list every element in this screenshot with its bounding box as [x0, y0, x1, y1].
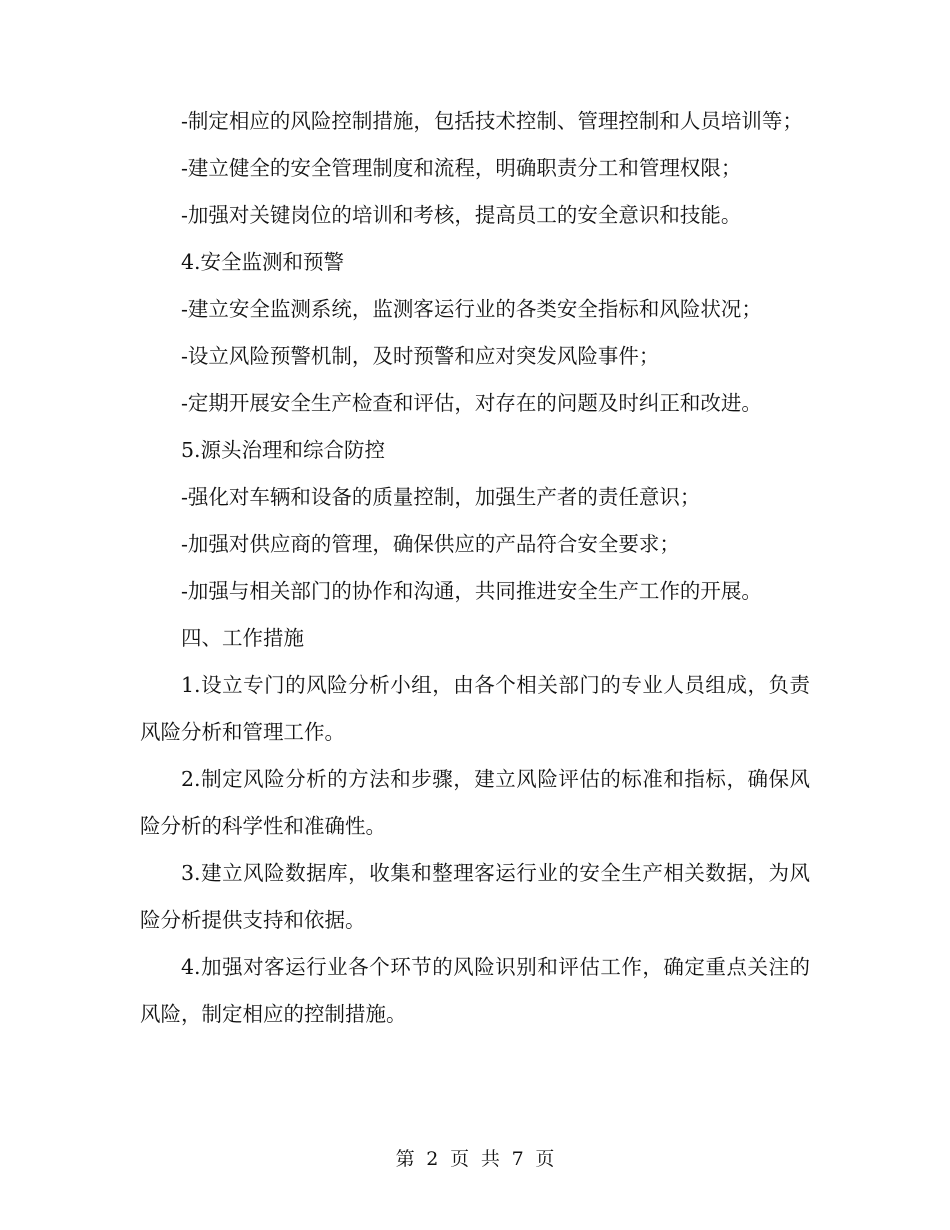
page-number-footer: 第 2 页 共 7 页	[395, 1148, 555, 1170]
measure-item-4: 4.加强对客运行业各个环节的风险识别和评估工作，确定重点关注的风险，制定相应的控制措施。	[140, 955, 810, 1026]
paragraph-10: -加强对供应商的管理，确保供应的产品符合安全要求；	[181, 532, 680, 556]
chapter-heading-work-measures: 四、工作措施	[181, 626, 304, 650]
document-body	[140, 98, 810, 1038]
measure-item-3: 3.建立风险数据库，收集和整理客运行业的安全生产相关数据，为风险分析提供支持和依据。	[140, 861, 810, 932]
measure-item-2: 2.制定风险分析的方法和步骤，建立风险评估的标准和指标，确保风险分析的科学性和准确性。	[140, 767, 810, 838]
paragraph-9: -强化对车辆和设备的质量控制，加强生产者的责任意识；	[181, 485, 701, 509]
paragraph-3: -加强对关键岗位的培训和考核，提高员工的安全意识和技能。	[181, 203, 742, 227]
paragraph-2: -建立健全的安全管理制度和流程，明确职责分工和管理权限；	[181, 156, 742, 180]
paragraph-5: -建立安全监测系统，监测客运行业的各类安全指标和风险状况；	[181, 297, 762, 321]
paragraph-11: -加强与相关部门的协作和沟通，共同推进安全生产工作的开展。	[181, 579, 762, 603]
paragraph-7: -定期开展安全生产检查和评估，对存在的问题及时纠正和改进。	[181, 391, 762, 415]
measure-item-1: 1.设立专门的风险分析小组，由各个相关部门的专业人员组成，负责风险分析和管理工作。	[140, 673, 810, 744]
paragraph-1: -制定相应的风险控制措施，包括技术控制、管理控制和人员培训等；	[181, 109, 803, 133]
section-heading-5: 5.源头治理和综合防控	[181, 438, 386, 462]
paragraph-6: -设立风险预警机制，及时预警和应对突发风险事件；	[181, 344, 660, 368]
section-heading-4: 4.安全监测和预警	[181, 250, 345, 274]
